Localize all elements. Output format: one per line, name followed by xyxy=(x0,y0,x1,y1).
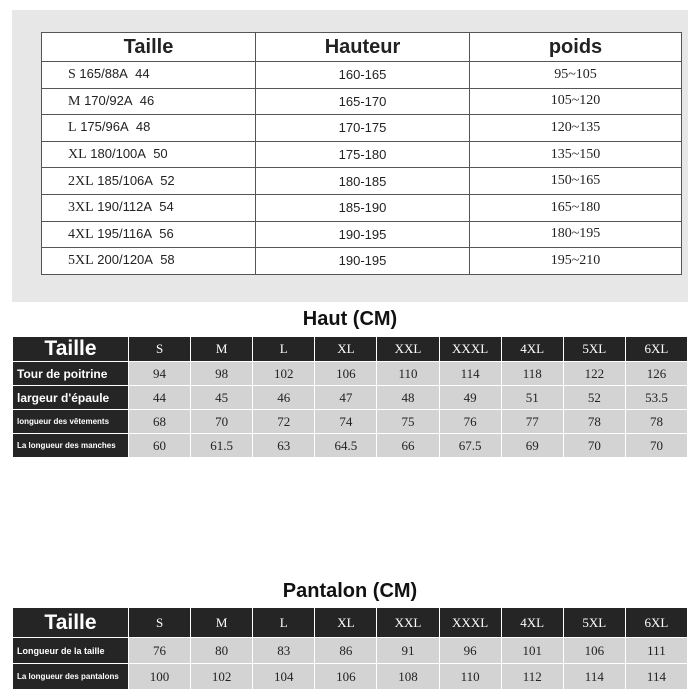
size-spec: 190/112A xyxy=(97,199,152,215)
table-cell: 70 xyxy=(625,434,687,458)
size-code: XL xyxy=(68,147,87,163)
row-label: Tour de poitrine xyxy=(13,362,129,386)
table-cell: 74 xyxy=(315,410,377,434)
table-row xyxy=(42,221,682,248)
table-cell: 49 xyxy=(439,386,501,410)
weight-cell: 105~120 xyxy=(470,88,682,115)
table-cell: 108 xyxy=(377,664,439,690)
table-row xyxy=(13,664,688,690)
size-code: L xyxy=(68,120,77,136)
row-label: longueur des vêtements xyxy=(13,410,129,434)
table-cell: 61.5 xyxy=(191,434,253,458)
table-cell: 76 xyxy=(129,638,191,664)
size-code: 4XL xyxy=(68,226,94,242)
weight-cell: 180~195 xyxy=(470,221,682,248)
table-cell: 104 xyxy=(253,664,315,690)
table-cell: 63 xyxy=(253,434,315,458)
table-cell: 126 xyxy=(625,362,687,386)
size-eu: 58 xyxy=(160,252,175,268)
table-cell: 102 xyxy=(191,664,253,690)
table-row xyxy=(42,248,682,275)
weight-cell: 135~150 xyxy=(470,141,682,168)
row-label: Longueur de la taille xyxy=(13,638,129,664)
table-row xyxy=(42,168,682,195)
pantalon-size-header: XXL xyxy=(377,608,439,638)
row-label: largeur d'épaule xyxy=(13,386,129,410)
table-row xyxy=(42,62,682,89)
table-cell: 72 xyxy=(253,410,315,434)
table-cell: 64.5 xyxy=(315,434,377,458)
table-cell: 106 xyxy=(315,362,377,386)
table-cell: 101 xyxy=(501,638,563,664)
size-eu: 44 xyxy=(135,66,150,82)
height-cell: 160-165 xyxy=(256,62,470,89)
haut-corner-label: Taille xyxy=(13,337,129,362)
table-cell: 66 xyxy=(377,434,439,458)
haut-size-header: 5XL xyxy=(563,337,625,362)
pantalon-size-header: L xyxy=(253,608,315,638)
haut-size-table xyxy=(12,336,688,458)
pantalon-size-header: 5XL xyxy=(563,608,625,638)
table-cell: 110 xyxy=(439,664,501,690)
table-cell: 96 xyxy=(439,638,501,664)
size-cell xyxy=(42,221,256,248)
table-cell: 45 xyxy=(191,386,253,410)
weight-cell: 95~105 xyxy=(470,62,682,89)
table-cell: 70 xyxy=(191,410,253,434)
pantalon-size-header: M xyxy=(191,608,253,638)
size-spec: 170/92A xyxy=(84,92,133,108)
size-code: 3XL xyxy=(68,200,94,216)
size-height-weight-panel xyxy=(12,10,688,302)
size-cell xyxy=(42,248,256,275)
haut-section-title: Haut (CM) xyxy=(302,308,398,330)
table-row xyxy=(13,410,688,434)
haut-size-header: M xyxy=(191,337,253,362)
table-cell: 52 xyxy=(563,386,625,410)
table-cell: 118 xyxy=(501,362,563,386)
size-eu: 46 xyxy=(139,92,155,108)
table-cell: 98 xyxy=(191,362,253,386)
size-cell xyxy=(42,141,256,168)
height-cell: 185-190 xyxy=(256,194,470,221)
size-eu: 54 xyxy=(159,199,174,215)
table-cell: 112 xyxy=(501,664,563,690)
table-cell: 100 xyxy=(129,664,191,690)
size-code: S xyxy=(68,67,76,83)
table-cell: 111 xyxy=(625,638,687,664)
height-cell: 170-175 xyxy=(256,115,470,142)
table-row xyxy=(13,638,688,664)
haut-header-row xyxy=(13,337,688,362)
haut-size-header: XXXL xyxy=(439,337,501,362)
size-eu: 56 xyxy=(159,225,174,241)
size-code: 5XL xyxy=(68,253,94,269)
table-cell: 75 xyxy=(377,410,439,434)
size-code: 2XL xyxy=(68,173,94,189)
size-spec: 195/116A xyxy=(97,225,152,241)
size-spec: 185/106A xyxy=(97,172,153,188)
size-spec: 180/100A xyxy=(90,146,146,162)
size-spec: 165/88A xyxy=(79,66,128,82)
table-cell: 67.5 xyxy=(439,434,501,458)
row-label: La longueur des manches xyxy=(13,434,129,458)
table-row xyxy=(42,115,682,142)
table-cell: 68 xyxy=(129,410,191,434)
height-cell: 180-185 xyxy=(256,168,470,195)
table-row xyxy=(13,434,688,458)
table-row xyxy=(13,362,688,386)
size-eu: 48 xyxy=(135,119,151,135)
haut-size-header: L xyxy=(253,337,315,362)
size-cell xyxy=(42,62,256,89)
table-row xyxy=(42,88,682,115)
table-cell: 47 xyxy=(315,386,377,410)
table-cell: 114 xyxy=(625,664,687,690)
row-label: La longueur des pantalons xyxy=(13,664,129,690)
weight-cell: 165~180 xyxy=(470,194,682,221)
size-cell xyxy=(42,194,256,221)
weight-cell: 195~210 xyxy=(470,248,682,275)
pantalon-size-header: 4XL xyxy=(501,608,563,638)
table-cell: 110 xyxy=(377,362,439,386)
size-cell xyxy=(42,88,256,115)
table-cell: 80 xyxy=(191,638,253,664)
pantalon-section-title: Pantalon (CM) xyxy=(282,580,418,602)
pantalon-size-header: XL xyxy=(315,608,377,638)
pantalon-size-header: S xyxy=(129,608,191,638)
pantalon-size-header: 6XL xyxy=(625,608,687,638)
height-cell: 165-170 xyxy=(256,88,470,115)
table-cell: 69 xyxy=(501,434,563,458)
table-cell: 106 xyxy=(563,638,625,664)
table-cell: 114 xyxy=(563,664,625,690)
table-header-row xyxy=(42,33,682,62)
table-cell: 76 xyxy=(439,410,501,434)
table-cell: 44 xyxy=(129,386,191,410)
height-cell: 190-195 xyxy=(256,221,470,248)
size-cell xyxy=(42,168,256,195)
haut-size-header: XL xyxy=(315,337,377,362)
column-header-hauteur: Hauteur xyxy=(256,33,470,62)
table-row xyxy=(42,141,682,168)
weight-cell: 120~135 xyxy=(470,115,682,142)
table-cell: 51 xyxy=(501,386,563,410)
column-header-taille: Taille xyxy=(42,33,256,62)
haut-size-header: XXL xyxy=(377,337,439,362)
table-cell: 94 xyxy=(129,362,191,386)
size-eu: 50 xyxy=(153,146,168,162)
haut-size-header: 6XL xyxy=(625,337,687,362)
haut-size-header: 4XL xyxy=(501,337,563,362)
table-cell: 122 xyxy=(563,362,625,386)
table-cell: 60 xyxy=(129,434,191,458)
table-cell: 70 xyxy=(563,434,625,458)
pantalon-size-header: XXXL xyxy=(439,608,501,638)
height-cell: 175-180 xyxy=(256,141,470,168)
table-cell: 77 xyxy=(501,410,563,434)
size-spec: 175/96A xyxy=(80,119,129,135)
table-row xyxy=(13,386,688,410)
table-row xyxy=(42,194,682,221)
table-cell: 86 xyxy=(315,638,377,664)
size-eu: 52 xyxy=(160,172,175,188)
pantalon-corner-label: Taille xyxy=(13,608,129,638)
table-cell: 78 xyxy=(625,410,687,434)
column-header-poids: poids xyxy=(470,33,682,62)
height-cell: 190-195 xyxy=(256,248,470,275)
table-cell: 106 xyxy=(315,664,377,690)
pantalon-size-table xyxy=(12,607,688,690)
table-cell: 78 xyxy=(563,410,625,434)
size-height-weight-table xyxy=(41,32,682,275)
weight-cell: 150~165 xyxy=(470,168,682,195)
pantalon-header-row xyxy=(13,608,688,638)
table-cell: 48 xyxy=(377,386,439,410)
table-cell: 102 xyxy=(253,362,315,386)
table-cell: 53.5 xyxy=(625,386,687,410)
size-code: M xyxy=(68,93,81,109)
table-cell: 46 xyxy=(253,386,315,410)
size-spec: 200/120A xyxy=(97,252,153,268)
table-cell: 91 xyxy=(377,638,439,664)
haut-size-header: S xyxy=(129,337,191,362)
table-cell: 83 xyxy=(253,638,315,664)
table-cell: 114 xyxy=(439,362,501,386)
size-cell xyxy=(42,115,256,142)
